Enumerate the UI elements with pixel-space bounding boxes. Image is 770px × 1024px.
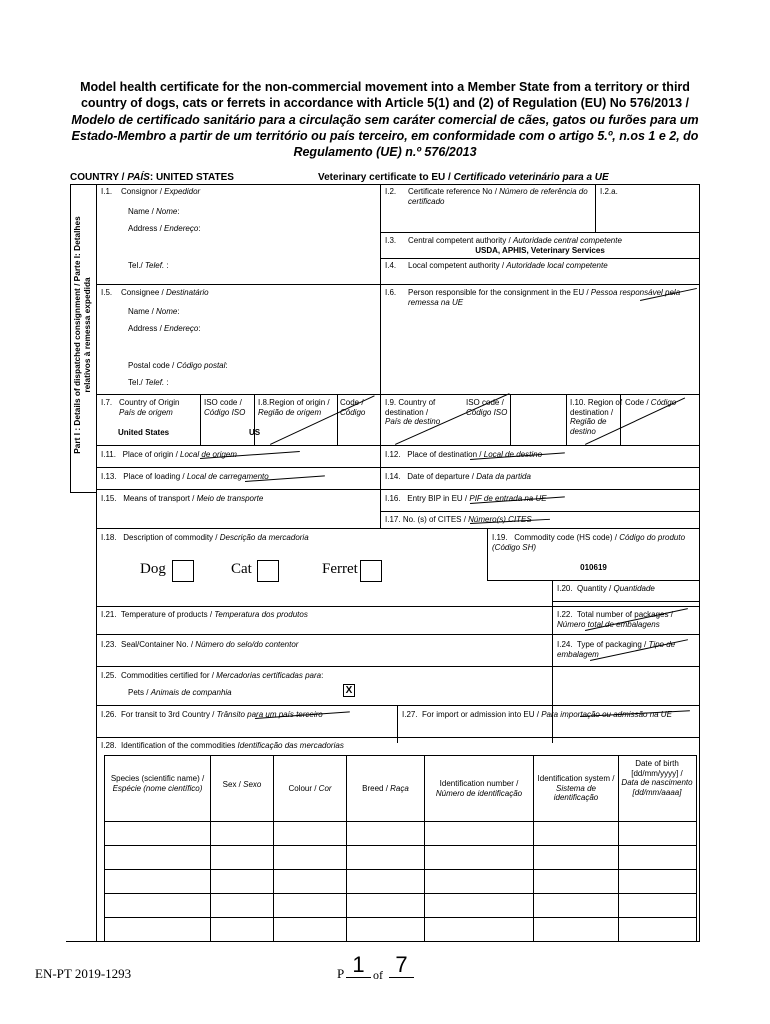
- field-i22-packages[interactable]: I.22. Total number of packages / Número total de embalagens: [557, 610, 673, 629]
- field-i28-identification: I.28. Identification of the commodities Identificação das mercadorias: [101, 741, 344, 750]
- country-line: COUNTRY / PAÍS: UNITED STATES: [70, 172, 234, 183]
- field-i14-date-departure[interactable]: I.14. Date of departure / Data da partida: [385, 472, 531, 481]
- pets-option: Pets / Animais de companhia: [128, 688, 232, 697]
- col-id-system: Identification system / Sistema de identificação: [537, 774, 615, 802]
- ferret-checkbox[interactable]: [360, 560, 382, 582]
- consignee-postal[interactable]: Postal code / Código postal:: [128, 361, 228, 370]
- field-i6-num: I.6.: [385, 288, 397, 297]
- consignee-address[interactable]: Address / Endereço:: [128, 324, 201, 333]
- pets-checkbox-checked[interactable]: X: [343, 684, 355, 697]
- origin-country-value: United States: [118, 428, 170, 437]
- col-species: Species (scientific name) / Espécie (nome científico): [110, 774, 205, 793]
- col-sex: Sex / Sexo: [222, 780, 262, 789]
- field-i12-place-dest[interactable]: I.12. Place of destination / Local de destino: [385, 450, 543, 459]
- field-i19-commodity-code: I.19. Commodity code (HS code) / Código do produto (Código SH): [492, 533, 686, 552]
- col-date-of-birth: Date of birth [dd/mm/yyyy] / Data de nascimento [dd/mm/aaaa]: [621, 759, 693, 797]
- page-p-label: P: [337, 966, 345, 981]
- dog-label: Dog: [140, 561, 166, 577]
- consignor-name[interactable]: Name / Nome:: [128, 207, 180, 216]
- field-i21-temperature[interactable]: I.21. Temperature of products / Temperatura dos produtos: [101, 610, 308, 619]
- field-i17-cites[interactable]: I.17. No. (s) of CITES / Número(s) CITES: [385, 515, 532, 524]
- field-i5-consignee[interactable]: I.5. Consignee / Destinatário: [101, 288, 209, 297]
- dog-checkbox[interactable]: [172, 560, 194, 582]
- field-i1-consignor[interactable]: I.1. Consignor / Expedidor: [101, 187, 201, 196]
- field-i25-certified-for: I.25. Commodities certified for / Mercadorias certificadas para:: [101, 671, 324, 680]
- field-i15-transport[interactable]: I.15. Means of transport / Meio de transporte: [101, 494, 264, 503]
- field-i10-code[interactable]: Code / Código: [625, 398, 677, 407]
- field-i27-import[interactable]: I.27. For import or admission into EU / Para importação ou admissão na UE: [402, 710, 672, 719]
- field-i8-region-origin[interactable]: I.8.Region of origin / Região de origem: [258, 398, 330, 417]
- field-i9-iso[interactable]: ISO code / Código ISO: [466, 398, 508, 417]
- field-i16-entry-bip[interactable]: I.16. Entry BIP in EU / PIF de entrada na UE: [385, 494, 547, 503]
- field-i4-num: I.4.: [385, 261, 397, 270]
- page-of-label: of: [373, 968, 383, 982]
- field-i24-packaging[interactable]: I.24. Type of packaging / Tipo de embalagem: [557, 640, 676, 659]
- field-i23-seal[interactable]: I.23. Seal/Container No. / Número do selo/do contentor: [101, 640, 299, 649]
- field-i8-code[interactable]: Code / Código: [340, 398, 366, 417]
- page-number: 1: [346, 953, 371, 978]
- field-i2-reference[interactable]: Certificate reference No / Número de referência do certificado: [408, 187, 588, 206]
- certificate-title: [70, 79, 700, 160]
- consignor-address[interactable]: Address / Endereço:: [128, 224, 201, 233]
- origin-iso-value: US: [249, 428, 261, 437]
- field-i20-quantity[interactable]: I.20. Quantity / Quantidade: [557, 584, 655, 593]
- field-i26-transit[interactable]: I.26. For transit to 3rd Country / Trânsito para um país terceiro: [101, 710, 323, 719]
- field-i10-region-dest[interactable]: I.10. Region of destination / Região de destino: [570, 398, 623, 436]
- field-i3-num: I.3.: [385, 236, 397, 245]
- field-i13-place-loading[interactable]: I.13. Place of loading / Local de carregamento: [101, 472, 269, 481]
- cat-checkbox[interactable]: [257, 560, 279, 582]
- consignee-name[interactable]: Name / Nome:: [128, 307, 180, 316]
- field-i7-iso: ISO code / Código ISO: [204, 398, 246, 417]
- title-english: Model health certificate for the non-commercial movement into a Member State from a territory or third country of dogs, cats or ferrets in accordance with Article 5(1) and (2) of Regulation (EU) No 576/2013 /: [80, 80, 690, 111]
- page-total: 7: [389, 953, 414, 978]
- vet-cert-heading: Veterinary certificate to EU / Certificado veterinário para a UE: [318, 172, 609, 183]
- ferret-label: Ferret: [322, 561, 358, 577]
- field-i2-num: I.2.: [385, 187, 397, 196]
- col-colour: Colour / Cor: [288, 784, 332, 793]
- consignor-tel[interactable]: Tel./ Telef. :: [128, 261, 169, 270]
- col-id-number: Identification number / Número de identificação: [435, 779, 523, 798]
- consignee-tel[interactable]: Tel./ Telef. :: [128, 378, 169, 387]
- title-portuguese: Modelo de certificado sanitário para a circulação sem caráter comercial de cães, gatos ou furões para um Estado-Membro a partir de um território ou país terceiro, em conformidade com o artigo 5.º, n.os 1 e 2, do Regulamento (UE) n.º 576/2013: [71, 112, 699, 160]
- field-i7-num: I.7.: [101, 398, 113, 407]
- field-i9-country-dest[interactable]: I.9. Country of destination / País de destino: [385, 398, 441, 426]
- document-code: EN-PT 2019-1293: [35, 966, 132, 981]
- field-i2a[interactable]: I.2.a.: [600, 187, 618, 196]
- field-i4-local-authority[interactable]: Local competent authority / Autoridade local competente: [408, 261, 608, 270]
- part-one-side-label: Part I : Details of dispatched consignment / Parte I: Detalhes relativos à remessa expedida: [72, 216, 92, 454]
- field-i7-country-origin: Country of Origin País de origem: [119, 398, 180, 417]
- commodity-code-value: 010619: [580, 563, 607, 572]
- col-breed: Breed / Raça: [362, 784, 409, 793]
- central-authority-value: USDA, APHIS, Veterinary Services: [475, 246, 605, 255]
- field-i11-place-origin[interactable]: I.11. Place of origin / Local de origem: [101, 450, 237, 459]
- field-i18-description: I.18. Description of commodity / Descrição da mercadoria: [101, 533, 309, 542]
- cat-label: Cat: [231, 561, 252, 577]
- field-i6-responsible[interactable]: Person responsible for the consignment in the EU / Pessoa responsável pela remessa na UE: [408, 288, 681, 307]
- field-i3-authority: Central competent authority / Autoridade central competente: [408, 236, 622, 245]
